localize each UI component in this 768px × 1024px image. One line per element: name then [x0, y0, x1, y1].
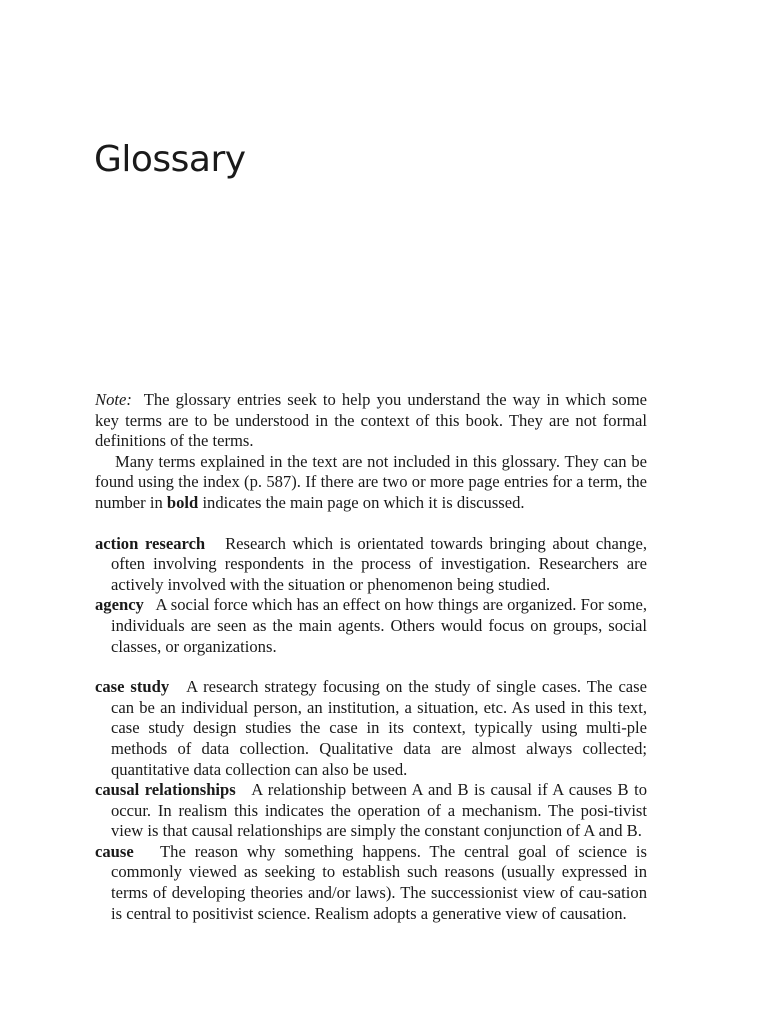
glossary-term: action research [95, 533, 206, 553]
glossary-entry-action-research [95, 534, 647, 596]
note-index-text: Many terms explained in the text are not included in this glossary. They can be found using the index (p. 587). If there are two or more page entries for a term, the number in [95, 451, 647, 512]
note-bold-word: bold [166, 492, 199, 512]
note-index-text-end: indicates the main page on which it is discussed. [202, 492, 525, 512]
note-label: Note: [95, 390, 132, 409]
glossary-entry-cause [95, 842, 647, 924]
note-text: The glossary entries seek to help you understand the way in which some key terms are to be understood in the context of this book. They are not formal definitions of the terms. [95, 390, 648, 451]
glossary-term: case study [95, 677, 170, 697]
letter-group-gap [95, 657, 647, 677]
note-paragraph-index [95, 452, 647, 514]
page-title: Glossary [94, 139, 246, 180]
glossary-entry-case-study [95, 677, 647, 780]
glossary-entry-causal-relationships [95, 780, 647, 842]
glossary-term: causal relationships [95, 780, 236, 800]
glossary-content [95, 390, 647, 924]
glossary-definition: The reason why something happens. The central goal of science is commonly viewed as seeking to establish such reasons (usually expressed in terms of developing theories and/or laws). The successionist view of cau-sation is central to positivist science. Realism adopts a generative view of causation. [111, 841, 647, 923]
glossary-definition: A social force which has an effect on how things are organized. For some, individuals are seen as the main agents. Others would focus on groups, social classes, or organizations. [111, 595, 647, 656]
glossary-definition: Research which is orientated towards bringing about change, often involving respondents in the process of investigation. Researchers are actively involved with the situation or phenomenon being studied. [111, 533, 648, 594]
glossary-term: cause [95, 841, 134, 861]
note-paragraph [95, 390, 647, 452]
glossary-entry-agency [95, 595, 647, 657]
glossary-definition: A relationship between A and B is causal if A causes B to occur. In realism this indicates the operation of a mechanism. The posi-tivist view is that causal relationships are simply the constant conjunction of A and B. [111, 780, 647, 841]
glossary-term: agency [95, 595, 144, 615]
glossary-entries [95, 534, 647, 925]
glossary-definition: A research strategy focusing on the study of single cases. The case can be an individual person, an institution, a situation, etc. As used in this text, case study design studies the case in its context, typically using multi-ple methods of data collection. Qualitative data are almost always collected; quantitative data collection can also be used. [111, 677, 647, 779]
